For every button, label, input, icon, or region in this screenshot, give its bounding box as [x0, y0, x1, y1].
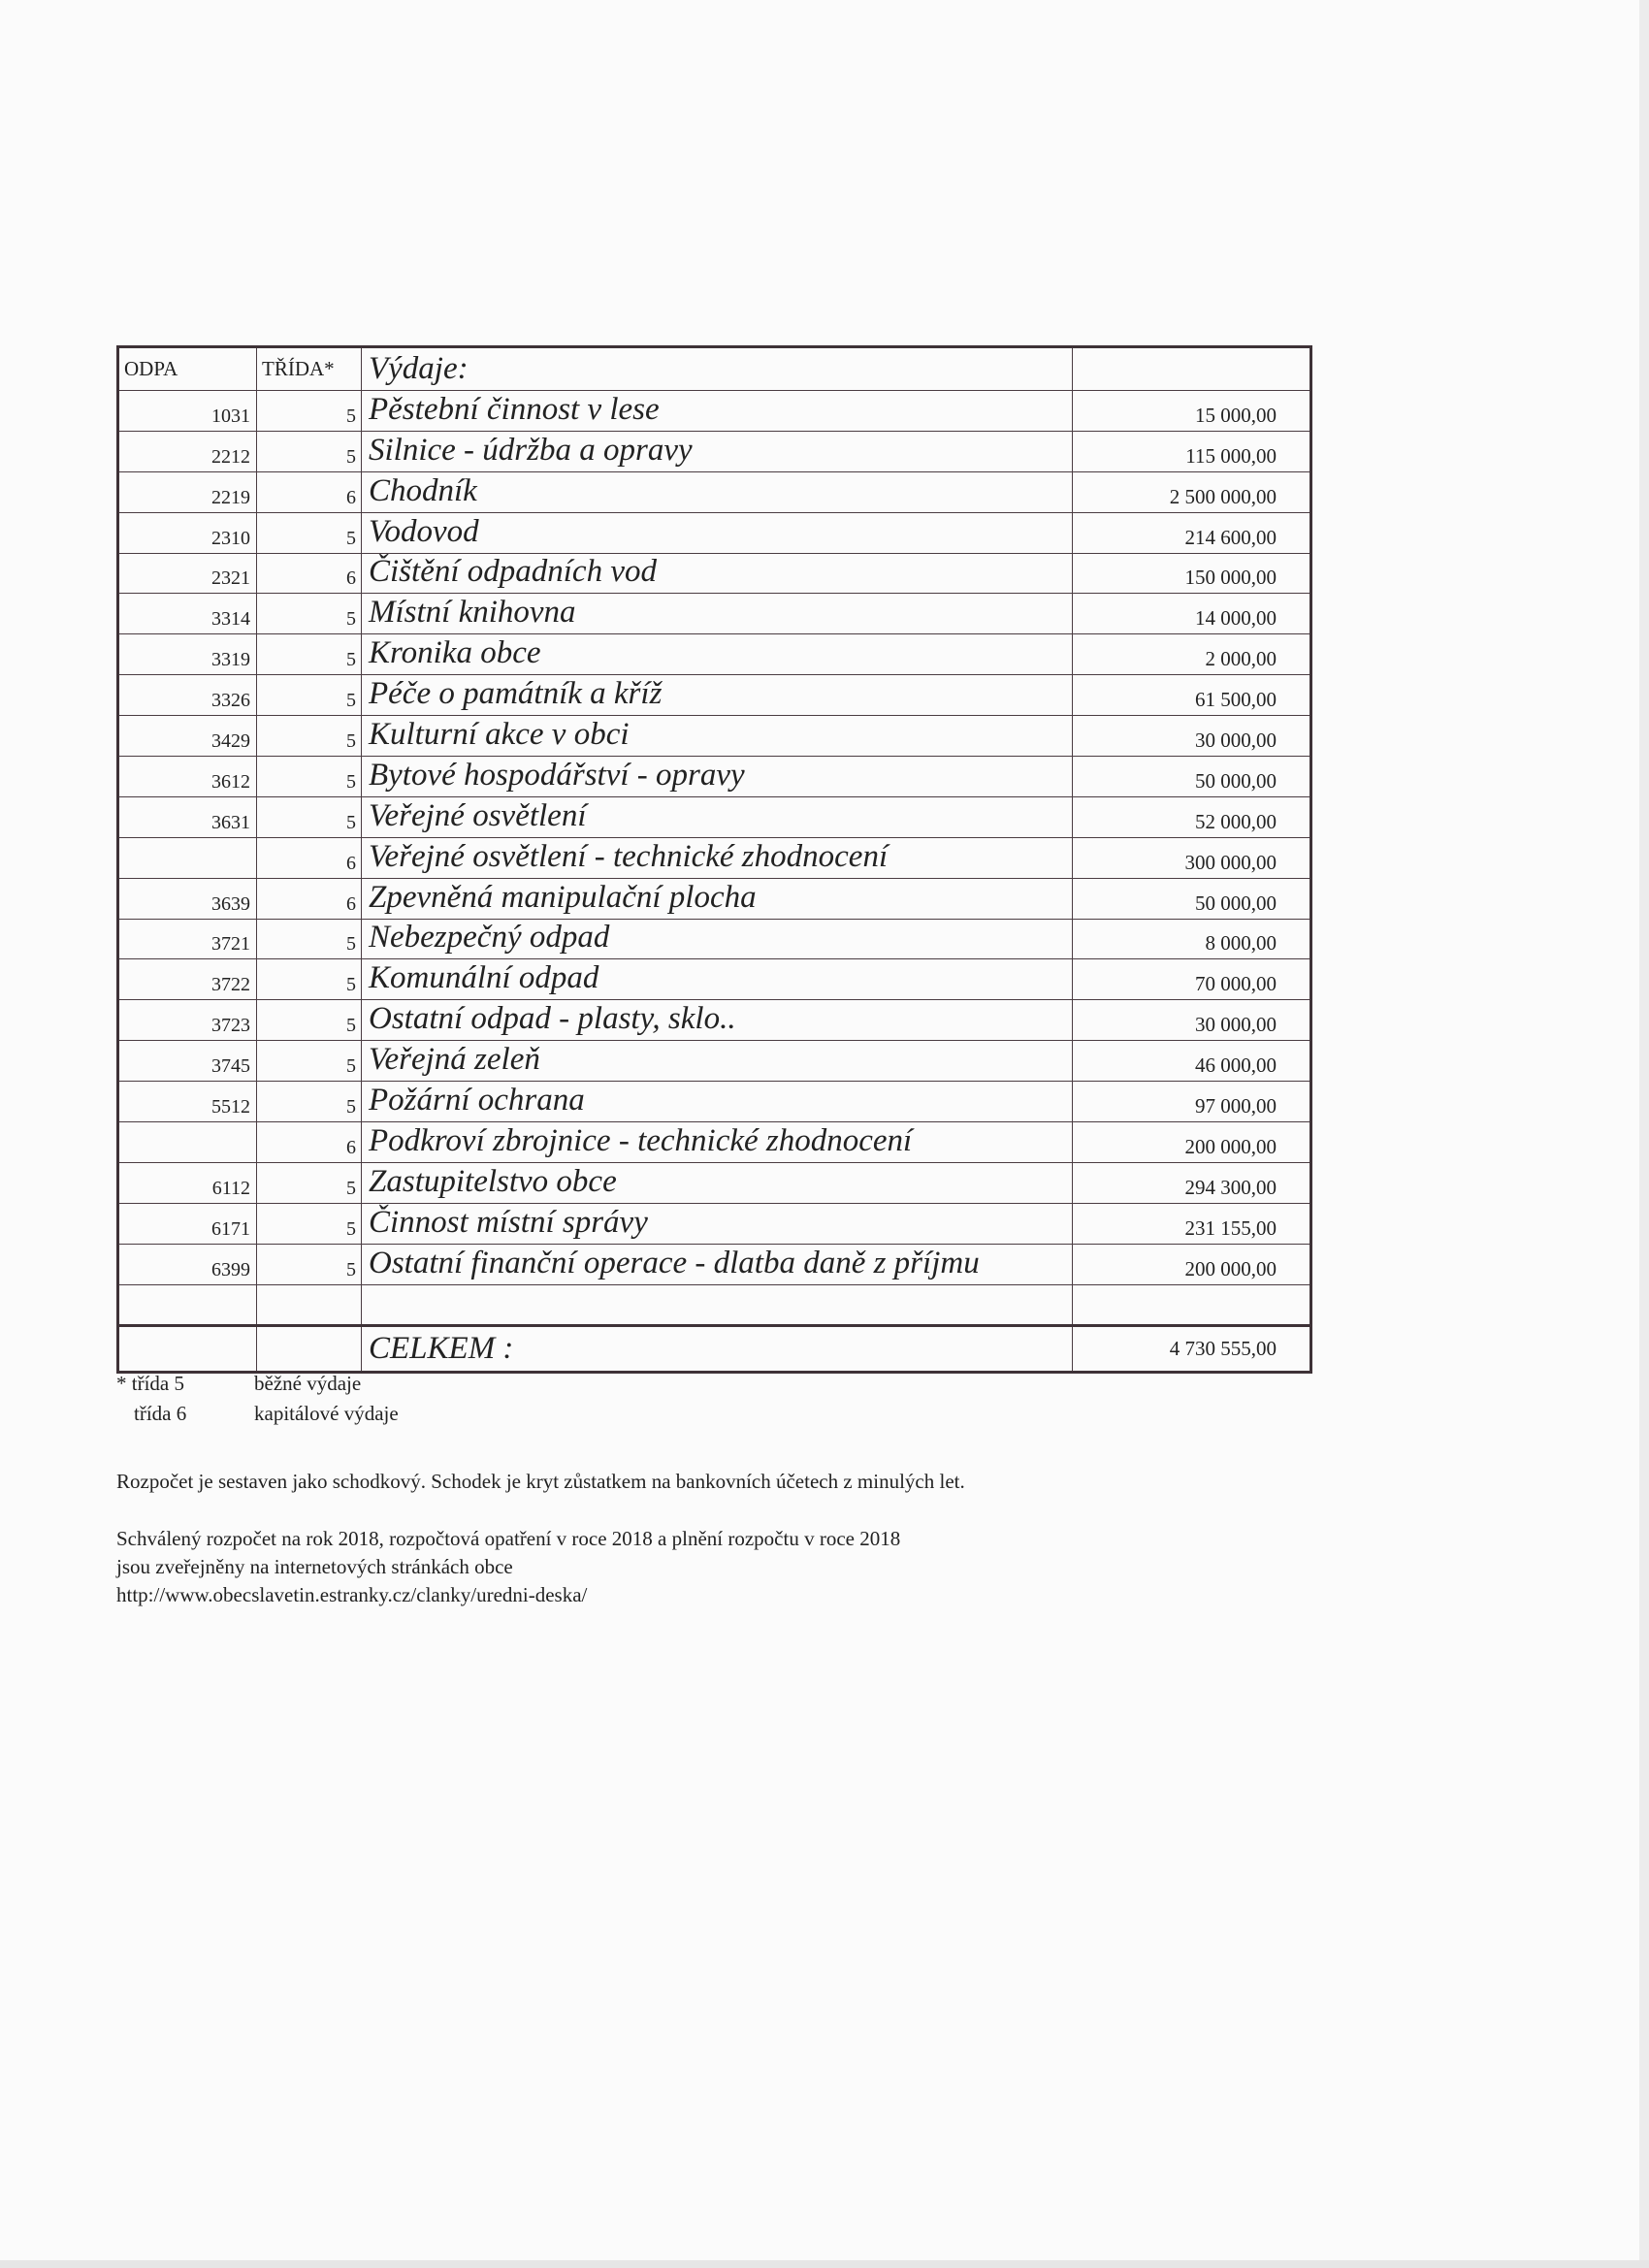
description-cell — [362, 1122, 1073, 1163]
amount-cell-text: 46 000,00 — [1195, 1053, 1277, 1078]
odpa-cell — [118, 1162, 257, 1203]
odpa-cell — [118, 634, 257, 675]
trida-cell-text: 5 — [346, 527, 356, 549]
amount-cell — [1073, 634, 1311, 675]
description-cell — [362, 553, 1073, 594]
amount-cell-text: 214 600,00 — [1184, 525, 1277, 549]
odpa-cell-text: 3319 — [211, 649, 250, 671]
table-row — [118, 512, 1311, 553]
amount-cell — [1073, 391, 1311, 432]
trida-cell-text: 5 — [346, 405, 356, 427]
odpa-cell-text: 3612 — [211, 770, 250, 793]
odpa-cell — [118, 594, 257, 634]
amount-cell-text: 97 000,00 — [1195, 1094, 1277, 1118]
description-cell-text: Ostatní finanční operace - dlatba daně z příjmu — [369, 1245, 980, 1280]
amount-cell-text: 50 000,00 — [1195, 768, 1277, 793]
description-cell — [362, 757, 1073, 797]
description-cell — [362, 594, 1073, 634]
odpa-cell — [118, 1122, 257, 1163]
amount-cell-text: 8 000,00 — [1205, 931, 1277, 956]
description-cell-text: Čištění odpadních vod — [369, 554, 657, 590]
odpa-cell — [118, 1284, 257, 1326]
trida-cell — [257, 471, 362, 512]
amount-cell — [1073, 919, 1311, 959]
trida-cell-text: 5 — [346, 445, 356, 468]
amount-cell-text: 115 000,00 — [1185, 443, 1277, 468]
header-odpa: ODPA — [118, 347, 257, 391]
header-amount — [1073, 347, 1311, 391]
amount-cell — [1073, 1162, 1311, 1203]
table-row — [118, 675, 1311, 716]
trida-cell-text: 5 — [346, 608, 356, 631]
table-row — [118, 553, 1311, 594]
amount-cell — [1073, 675, 1311, 716]
odpa-cell-text: 3721 — [211, 933, 250, 956]
trida-cell-text: 5 — [346, 770, 356, 793]
trida-cell — [257, 959, 362, 1000]
amount-cell — [1073, 757, 1311, 797]
scan-edge-right — [1639, 0, 1649, 2268]
trida-cell-text: 5 — [346, 730, 356, 753]
table-row — [118, 1244, 1311, 1284]
trida-cell — [257, 431, 362, 471]
expenditure-table-body — [118, 347, 1311, 1373]
description-cell — [362, 1203, 1073, 1244]
odpa-cell — [118, 1082, 257, 1122]
odpa-cell — [118, 878, 257, 919]
description-cell-text: Zastupitelstvo obce — [369, 1163, 617, 1199]
trida-cell-text: 5 — [346, 933, 356, 956]
table-row — [118, 1284, 1311, 1326]
trida-cell — [257, 1122, 362, 1163]
legend-class5-label: * třída 5 — [116, 1372, 184, 1395]
header-trida: TŘÍDA* — [257, 347, 362, 391]
odpa-cell — [118, 919, 257, 959]
trida-cell — [257, 594, 362, 634]
description-cell-text: Veřejné osvětlení - technické zhodnocení — [369, 838, 889, 874]
description-cell-text: Komunální odpad — [369, 960, 599, 996]
description-cell-text: Bytové hospodářství - opravy — [369, 757, 745, 793]
table-row — [118, 431, 1311, 471]
trida-cell-text: 5 — [346, 1015, 356, 1037]
description-cell — [362, 837, 1073, 878]
description-cell — [362, 1041, 1073, 1082]
odpa-cell-text: 2321 — [211, 567, 250, 590]
total-label: CELKEM : — [362, 1326, 1073, 1373]
amount-cell — [1073, 1203, 1311, 1244]
description-cell-text: Chodník — [369, 472, 477, 508]
description-cell-text: Místní knihovna — [369, 595, 576, 631]
amount-cell-text: 2 000,00 — [1205, 647, 1277, 671]
odpa-cell — [118, 431, 257, 471]
table-row — [118, 1041, 1311, 1082]
odpa-cell-text: 3745 — [211, 1055, 250, 1078]
odpa-cell — [118, 391, 257, 432]
description-cell — [362, 716, 1073, 757]
trida-cell — [257, 675, 362, 716]
table-row — [118, 1203, 1311, 1244]
odpa-cell-text: 3722 — [211, 974, 250, 996]
table-row — [118, 919, 1311, 959]
description-cell-text: Pěstební činnost v lese — [369, 391, 660, 427]
amount-cell — [1073, 1122, 1311, 1163]
description-cell — [362, 1284, 1073, 1326]
trida-cell — [257, 1041, 362, 1082]
odpa-cell-text: 3429 — [211, 730, 250, 753]
table-row — [118, 757, 1311, 797]
odpa-cell-text: 6171 — [211, 1217, 250, 1240]
amount-cell — [1073, 1244, 1311, 1284]
odpa-cell — [118, 512, 257, 553]
scan-edge-bottom — [0, 2260, 1649, 2268]
trida-cell — [257, 512, 362, 553]
trida-cell — [257, 553, 362, 594]
amount-cell-text: 61 500,00 — [1195, 688, 1277, 712]
table-row — [118, 1082, 1311, 1122]
table-header-row — [118, 347, 1311, 391]
amount-cell — [1073, 512, 1311, 553]
amount-cell — [1073, 878, 1311, 919]
description-cell — [362, 1082, 1073, 1122]
deficit-note: Rozpočet je sestaven jako schodkový. Schodek je kryt zůstatkem na bankovních účetech z minulých let. — [116, 1470, 965, 1493]
amount-cell-text: 294 300,00 — [1184, 1175, 1277, 1199]
table-row — [118, 1162, 1311, 1203]
trida-cell-text: 6 — [346, 1136, 356, 1158]
trida-cell — [257, 837, 362, 878]
trida-cell-text: 6 — [346, 892, 356, 915]
trida-cell-text: 5 — [346, 811, 356, 833]
trida-cell-text: 6 — [346, 852, 356, 874]
amount-cell-text: 50 000,00 — [1195, 891, 1277, 915]
legend-class5-desc: běžné výdaje — [254, 1372, 362, 1395]
amount-cell-text: 70 000,00 — [1195, 972, 1277, 996]
odpa-cell — [118, 757, 257, 797]
amount-cell — [1073, 594, 1311, 634]
odpa-cell-text: 2219 — [211, 486, 250, 508]
odpa-cell — [118, 837, 257, 878]
trida-cell — [257, 1000, 362, 1041]
published-note-line2: jsou zveřejněny na internetových stránkách obce — [116, 1555, 513, 1578]
odpa-cell-text: 5512 — [211, 1096, 250, 1118]
description-cell-text: Nebezpečný odpad — [369, 920, 610, 956]
total-row — [118, 1326, 1311, 1373]
trida-cell — [257, 919, 362, 959]
trida-cell — [257, 796, 362, 837]
odpa-cell-text: 3326 — [211, 690, 250, 712]
odpa-cell — [118, 1203, 257, 1244]
trida-cell-text: 5 — [346, 1055, 356, 1078]
amount-cell-text: 30 000,00 — [1195, 1013, 1277, 1037]
trida-cell-text: 5 — [346, 690, 356, 712]
trida-cell — [257, 634, 362, 675]
trida-cell-text: 5 — [346, 1217, 356, 1240]
table-row — [118, 634, 1311, 675]
odpa-cell-text: 2310 — [211, 527, 250, 549]
trida-cell — [257, 878, 362, 919]
table-row — [118, 471, 1311, 512]
odpa-cell — [118, 1041, 257, 1082]
amount-cell-text: 231 155,00 — [1184, 1215, 1277, 1240]
trida-cell — [257, 1082, 362, 1122]
legend-class6-desc: kapitálové výdaje — [254, 1402, 399, 1425]
trida-cell-text: 5 — [346, 649, 356, 671]
trida-cell — [257, 1162, 362, 1203]
trida-cell — [257, 1203, 362, 1244]
expenditure-table — [116, 345, 1312, 1374]
odpa-cell — [118, 1244, 257, 1284]
description-cell-text: Kronika obce — [369, 635, 541, 671]
description-cell — [362, 1162, 1073, 1203]
trida-cell — [257, 1244, 362, 1284]
amount-cell-text: 150 000,00 — [1184, 566, 1277, 590]
amount-cell — [1073, 1000, 1311, 1041]
description-cell — [362, 391, 1073, 432]
description-cell-text: Veřejná zeleň — [369, 1042, 540, 1078]
odpa-cell-text: 6399 — [211, 1258, 250, 1280]
amount-cell-text: 2 500 000,00 — [1169, 484, 1277, 508]
description-cell-text: Vodovod — [369, 513, 479, 549]
amount-cell-text: 200 000,00 — [1184, 1134, 1277, 1158]
amount-cell-text: 30 000,00 — [1195, 729, 1277, 753]
description-cell — [362, 959, 1073, 1000]
table-row — [118, 796, 1311, 837]
description-cell-text: Kulturní akce v obci — [369, 717, 630, 753]
table-row — [118, 391, 1311, 432]
description-cell — [362, 919, 1073, 959]
trida-cell-text: 5 — [346, 1258, 356, 1280]
odpa-cell-text: 6112 — [211, 1177, 250, 1199]
description-cell-text: Silnice - údržba a opravy — [369, 432, 693, 468]
odpa-cell-text: 2212 — [211, 445, 250, 468]
odpa-cell — [118, 716, 257, 757]
description-cell — [362, 675, 1073, 716]
table-row — [118, 959, 1311, 1000]
total-odpa-cell — [118, 1326, 257, 1373]
trida-cell-text: 6 — [346, 486, 356, 508]
description-cell-text: Ostatní odpad - plasty, sklo.. — [369, 1001, 736, 1037]
odpa-cell — [118, 1000, 257, 1041]
amount-cell-text: 300 000,00 — [1184, 850, 1277, 874]
table-row — [118, 716, 1311, 757]
description-cell — [362, 471, 1073, 512]
table-row — [118, 878, 1311, 919]
amount-cell-text: 200 000,00 — [1184, 1256, 1277, 1280]
description-cell — [362, 1000, 1073, 1041]
total-amount: 4 730 555,00 — [1073, 1326, 1311, 1373]
total-trida-cell — [257, 1326, 362, 1373]
amount-cell — [1073, 1041, 1311, 1082]
odpa-cell — [118, 959, 257, 1000]
amount-cell — [1073, 431, 1311, 471]
odpa-cell — [118, 796, 257, 837]
legend-class6-label: třída 6 — [134, 1402, 187, 1425]
trida-cell — [257, 716, 362, 757]
odpa-cell-text: 3314 — [211, 608, 250, 631]
odpa-cell-text: 1031 — [211, 405, 250, 427]
odpa-cell — [118, 553, 257, 594]
description-cell-text: Péče o památník a kříž — [369, 676, 663, 712]
trida-cell-text: 5 — [346, 1177, 356, 1199]
trida-cell — [257, 391, 362, 432]
description-cell — [362, 1244, 1073, 1284]
website-url: http://www.obecslavetin.estranky.cz/clanky/uredni-deska/ — [116, 1583, 588, 1606]
description-cell — [362, 512, 1073, 553]
odpa-cell — [118, 675, 257, 716]
trida-cell — [257, 1284, 362, 1326]
table-row — [118, 594, 1311, 634]
trida-cell — [257, 757, 362, 797]
table-row — [118, 1122, 1311, 1163]
amount-cell — [1073, 837, 1311, 878]
amount-cell — [1073, 716, 1311, 757]
description-cell — [362, 796, 1073, 837]
amount-cell — [1073, 1082, 1311, 1122]
trida-cell-text: 5 — [346, 974, 356, 996]
amount-cell — [1073, 1284, 1311, 1326]
published-note-line1: Schválený rozpočet na rok 2018, rozpočtová opatření v roce 2018 a plnění rozpočtu v roce 2018 — [116, 1527, 901, 1550]
table-row — [118, 1000, 1311, 1041]
odpa-cell-text: 3723 — [211, 1015, 250, 1037]
description-cell-text: Veřejné osvětlení — [369, 797, 587, 833]
trida-cell-text: 5 — [346, 1096, 356, 1118]
amount-cell-text: 52 000,00 — [1195, 809, 1277, 833]
description-cell — [362, 878, 1073, 919]
description-cell — [362, 634, 1073, 675]
amount-cell-text: 14 000,00 — [1195, 606, 1277, 631]
amount-cell — [1073, 553, 1311, 594]
trida-cell-text: 6 — [346, 567, 356, 590]
header-vydaje: Výdaje: — [362, 347, 1073, 391]
table-row — [118, 837, 1311, 878]
amount-cell — [1073, 471, 1311, 512]
description-cell-text: Požární ochrana — [369, 1083, 585, 1118]
description-cell-text: Zpevněná manipulační plocha — [369, 879, 757, 915]
odpa-cell-text: 3639 — [211, 892, 250, 915]
amount-cell-text: 15 000,00 — [1195, 403, 1277, 427]
odpa-cell — [118, 471, 257, 512]
amount-cell — [1073, 959, 1311, 1000]
odpa-cell-text: 3631 — [211, 811, 250, 833]
amount-cell — [1073, 796, 1311, 837]
description-cell-text: Činnost místní správy — [369, 1204, 648, 1240]
description-cell-text: Podkroví zbrojnice - technické zhodnocení — [369, 1122, 913, 1158]
description-cell — [362, 431, 1073, 471]
